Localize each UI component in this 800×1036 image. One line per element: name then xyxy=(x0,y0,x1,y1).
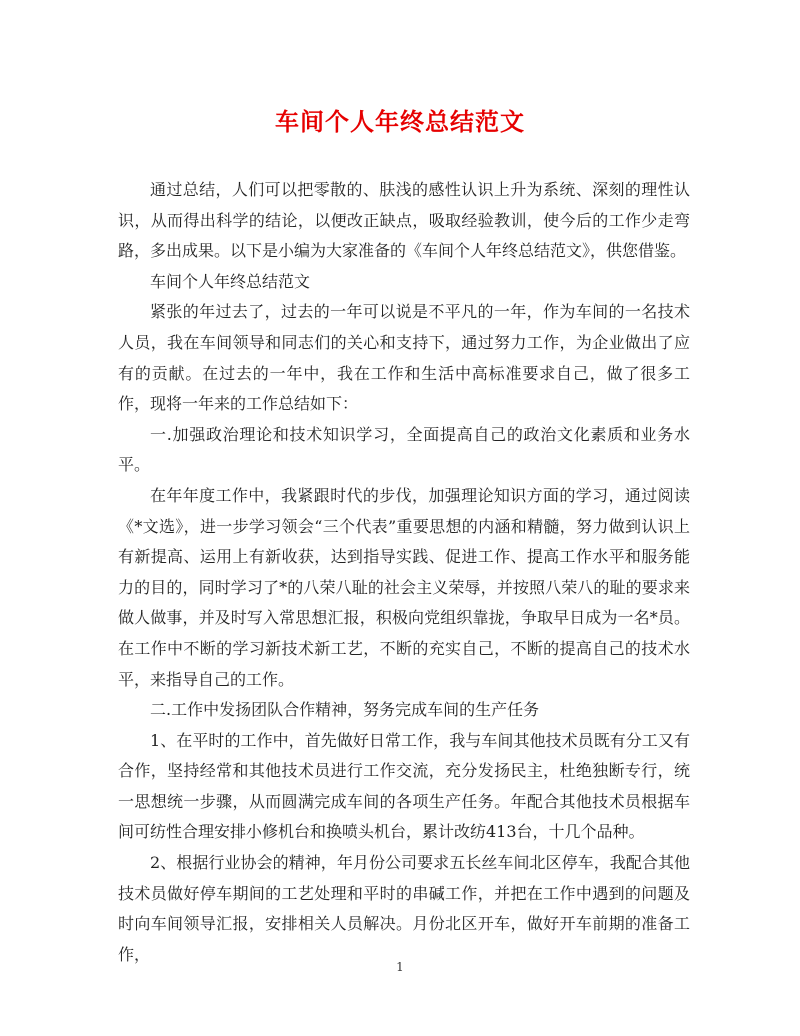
page-number: 1 xyxy=(396,960,404,974)
paragraph-intro: 通过总结，人们可以把零散的、肤浅的感性认识上升为系统、深刻的理性认识，从而得出科学的结论，以便改正缺点，吸取经验教训，使今后的工作少走弯路，多出成果。以下是小编为大家准备的《车间个人年终总结范文》，供您借鉴。 xyxy=(118,180,690,261)
paragraph-study: 在年年度工作中，我紧跟时代的步伐，加强理论知识方面的学习，通过阅读《*文选》，进一步学习领会“三个代表”重要思想的内涵和精髓，努力做到认识上有新提高、运用上有新收获，达到指导实践、促进工作、提高工作水平和服务能力的目的，同时学习了*的八荣八耻的社会主义荣辱，并按照八荣八的耻的要求来做人做事，并及时写入常思想汇报，积极向党组织靠拢，争取早日成为一名*员。在工作中不断的学习新技术新工艺，不断的充实自己，不断的提高自己的技术水平，来指导自己的工作。 xyxy=(118,485,690,689)
document-title: 车间个人年终总结范文 xyxy=(275,107,525,136)
paragraph-opening: 紧张的年过去了，过去的一年可以说是不平凡的一年，作为车间的一名技术人员，我在车间领导和同志们的关心和支持下，通过努力工作，为企业做出了应有的贡献。在过去的一年中，我在工作和生活中高标准要求自己，做了很多工作，现将一年来的工作总结如下： xyxy=(118,302,690,414)
paragraph-item-2: 2、根据行业协会的精神，年月份公司要求五长丝车间北区停车，我配合其他技术员做好停车期间的工艺处理和平时的串碱工作，并把在工作中遇到的问题及时向车间领导汇报，安排相关人员解决。月份北区开车，做好开车前期的准备工作， xyxy=(118,853,690,964)
paragraph-subtitle: 车间个人年终总结范文 xyxy=(150,271,311,291)
paragraph-item-1: 1、在平时的工作中，首先做好日常工作，我与车间其他技术员既有分工又有合作，坚持经常和其他技术员进行工作交流，充分发扬民主，杜绝独断专行，统一思想统一步骤，从而圆满完成车间的各项生产任务。年配合其他技术员根据车间可纺性合理安排小修机台和换喷头机台，累计改纺413台，十几个品种。 xyxy=(118,730,690,842)
section-heading-2: 二.工作中发扬团队合作精神，努务完成车间的生产任务 xyxy=(150,700,540,720)
section-heading-1: 一.加强政治理论和技术知识学习，全面提高自己的政治文化素质和业务水平。 xyxy=(118,424,690,475)
document-body xyxy=(118,175,690,970)
